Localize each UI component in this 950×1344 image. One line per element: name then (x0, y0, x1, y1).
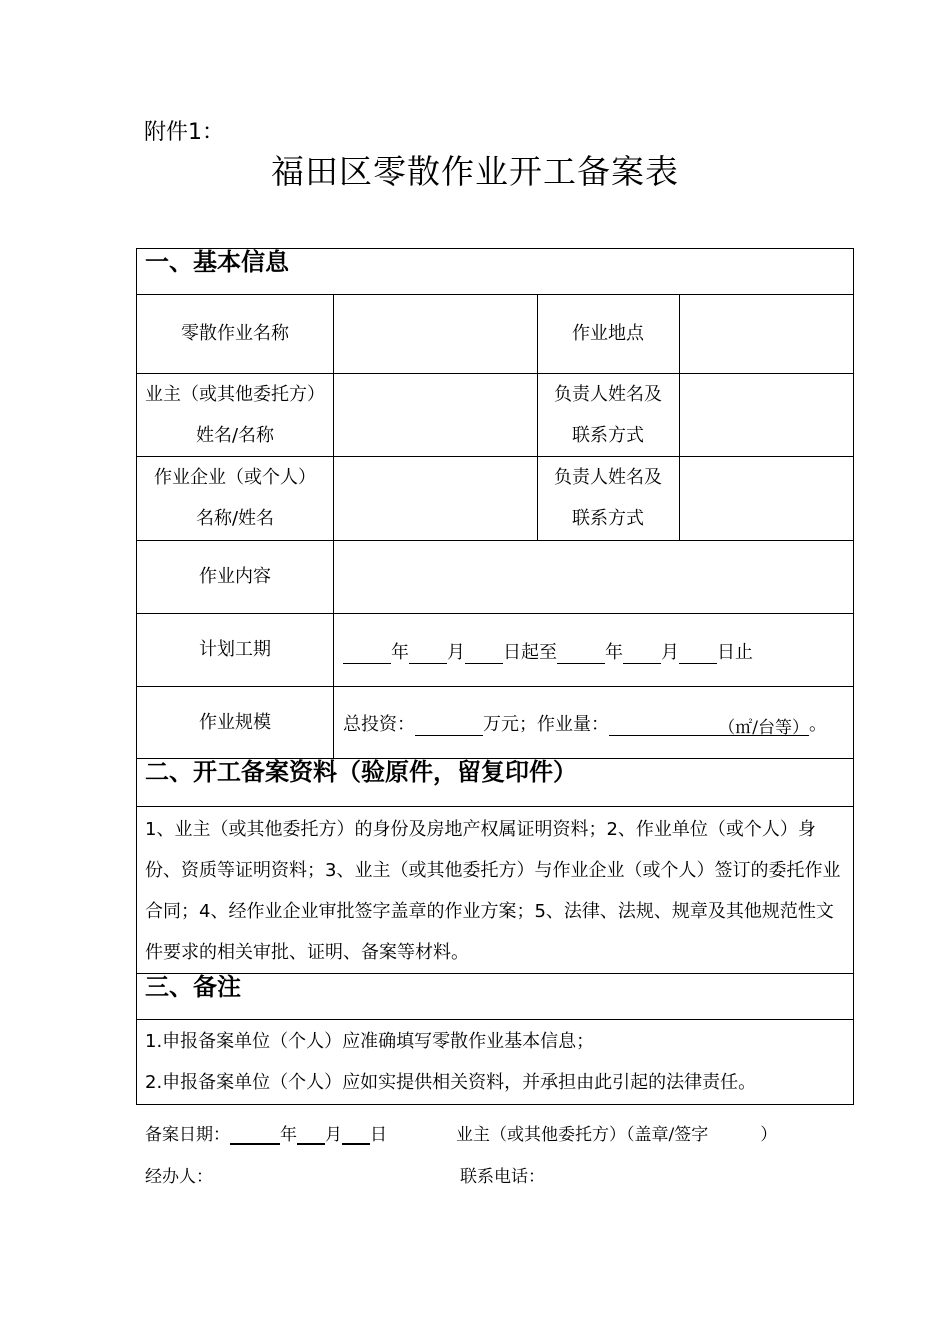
owner-contact-label (537, 373, 679, 456)
section-heading-remarks: 三、备注 (145, 973, 241, 1001)
work-name-label: 零散作业名称 (181, 323, 289, 344)
start-year-blank[interactable] (343, 641, 391, 664)
end-year-blank[interactable] (557, 641, 605, 664)
divider (137, 973, 853, 974)
form-title: 福田区零散作业开工备案表 (271, 152, 679, 191)
remark-note-1: 1.申报备案单位（个人）应准确填写零散作业基本信息； (145, 1031, 595, 1052)
enterprise-name-field[interactable] (334, 457, 537, 540)
filing-month-blank[interactable] (297, 1125, 325, 1145)
schedule-label: 计划工期 (199, 639, 271, 660)
start-day-blank[interactable] (465, 641, 503, 664)
month-text: 月 (447, 642, 465, 663)
owner-name-field[interactable] (334, 374, 537, 456)
filing-day-blank[interactable] (342, 1125, 370, 1145)
day-from-text: 日起至 (503, 642, 557, 663)
enterprise-label-line2: 名称/姓名 (195, 508, 275, 529)
owner-seal-close: ） (760, 1125, 778, 1145)
end-month-blank[interactable] (623, 641, 661, 664)
investment-unit: 万元；作业量： (483, 714, 609, 735)
year-text: 年 (280, 1125, 297, 1145)
schedule-row (343, 638, 753, 664)
owner-contact-label-line1: 负责人姓名及 (554, 383, 662, 405)
work-name-field[interactable] (334, 295, 537, 373)
month-text: 月 (325, 1125, 342, 1145)
start-month-blank[interactable] (409, 641, 447, 664)
work-content-label: 作业内容 (199, 566, 271, 587)
quantity-blank[interactable] (609, 713, 809, 736)
enterprise-label-line1: 作业企业（或个人） (154, 467, 316, 488)
enterprise-label (137, 456, 333, 540)
investment-blank[interactable] (415, 713, 483, 736)
investment-label: 总投资： (343, 714, 415, 735)
work-location-label: 作业地点 (572, 323, 644, 344)
owner-label-line2: 姓名/名称 (195, 424, 275, 446)
phone-label: 联系电话： (460, 1167, 545, 1187)
work-location-field[interactable] (680, 295, 853, 373)
day-to-text: 日止 (717, 642, 753, 663)
month-text: 月 (661, 642, 679, 663)
divider (137, 1019, 853, 1020)
filing-year-blank[interactable] (230, 1125, 280, 1145)
documents-list-text: 1、业主（或其他委托方）的身份及房地产权属证明资料；2、作业单位（或个人）身份、资质等证明资料；3、业主（或其他委托方）与作业企业（或个人）签订的委托作业合同；4、经作业企业审批签字盖章的作业方案；5、法律、法规、规章及其他规范性文件要求的相关审批、证明、备案等材料。 (145, 819, 841, 963)
day-text: 日 (370, 1125, 387, 1145)
scale-label: 作业规模 (199, 711, 271, 733)
attachment-label: 附件1： (144, 120, 224, 145)
enterprise-contact-label-line2: 联系方式 (572, 508, 644, 529)
owner-contact-field[interactable] (680, 374, 853, 456)
handler-label: 经办人： (145, 1167, 213, 1187)
enterprise-contact-label-line1: 负责人姓名及 (554, 467, 662, 488)
quantity-unit: （㎡/台等） (718, 718, 809, 738)
divider (137, 806, 853, 807)
filing-form-table (136, 248, 854, 1105)
enterprise-contact-label (537, 456, 679, 540)
remark-note-2: 2.申报备案单位（个人）应如实提供相关资料，并承担由此引起的法律责任。 (145, 1072, 757, 1093)
end-day-blank[interactable] (679, 641, 717, 664)
owner-seal-label: 业主（或其他委托方）（盖章/签字 (456, 1125, 709, 1145)
owner-contact-label-line2: 联系方式 (572, 424, 644, 446)
owner-seal-row (456, 1120, 777, 1145)
filing-date-row (145, 1120, 387, 1145)
owner-label (137, 373, 333, 456)
work-content-field[interactable] (334, 541, 853, 613)
section-heading-documents: 二、开工备案资料（验原件，留复印件） (145, 758, 577, 786)
period: 。 (809, 714, 827, 735)
year-text: 年 (605, 642, 623, 663)
owner-label-line1: 业主（或其他委托方） (145, 383, 325, 405)
year-text: 年 (391, 642, 409, 663)
enterprise-contact-field[interactable] (680, 457, 853, 540)
scale-row (343, 710, 827, 736)
filing-date-label: 备案日期： (145, 1125, 230, 1145)
section-heading-basic-info: 一、基本信息 (145, 248, 289, 276)
